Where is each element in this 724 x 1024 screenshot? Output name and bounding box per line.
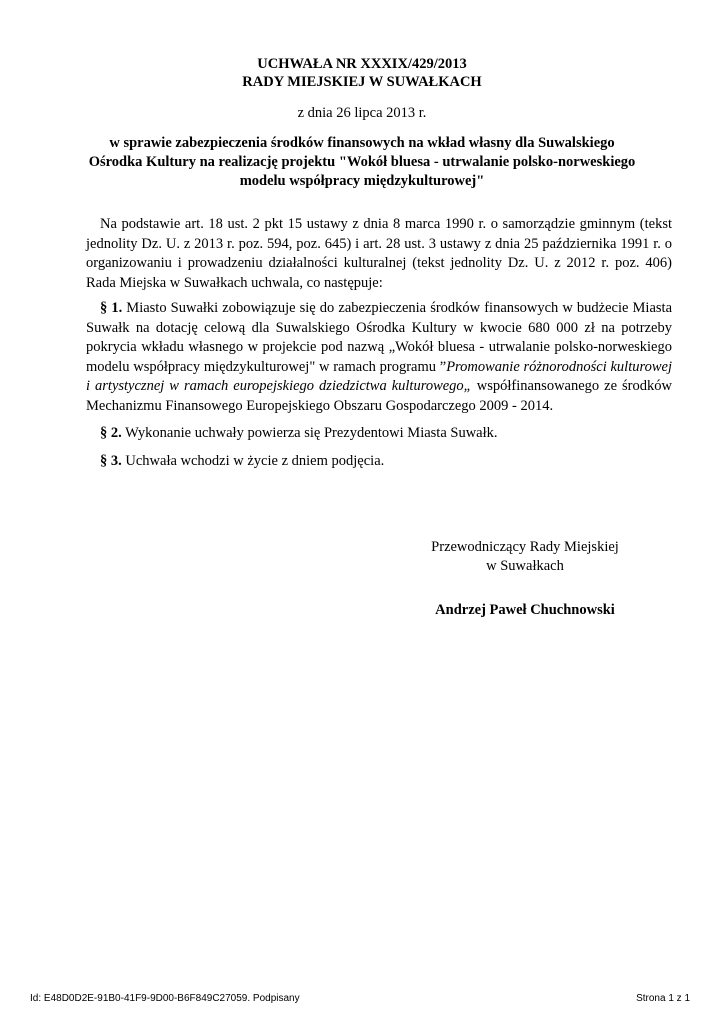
section-3-label: § 3. [100,452,122,469]
section-1-text-a: Miasto Suwałki zobowiązuje się do zabezpieczenia środków finansowych w budżecie Miasta Suwałk na dotację celową dla Suwalskiego Ośrodka Kultury w kwocie 680 000 zł na potrzeby pokrycia wkładu własnego w projekcie pod nazwą „Wokół bluesa - utrwalanie polsko-norweskiego modelu współpracy międzykulturowej" w ramach programu ” [86,300,673,375]
resolution-number: UCHWAŁA NR XXXIX/429/2013 [257,56,467,72]
section-3 [86,452,672,472]
signatory-name: Andrzej Paweł Chuchnowski [435,602,615,618]
signatory-title-location: w Suwałkach [486,558,564,574]
preamble: Na podstawie art. 18 ust. 2 pkt 15 ustawy z dnia 8 marca 1990 r. o samorządzie gminnym (tekst jednolity Dz. U. z 2013 r. poz. 594, poz. 645) i art. 28 ust. 3 ustawy z dnia 25 października 1991 r. o organizowaniu i prowadzeniu działalności kulturalnej (tekst jednolity Dz. U. z 2012 r. poz. 406) Rada Miejska w Suwałkach uchwala, co następuje: [86,216,672,291]
section-2-label: § 2. [100,425,122,441]
section-1-label: § 1. [100,300,123,316]
council-name: RADY MIEJSKIEJ W SUWAŁKACH [242,74,482,90]
section-2 [86,424,672,444]
section-3-text: Uchwała wchodzi w życie z dniem podjęcia. [121,452,385,469]
section-1-text-b: współfinansowanego ze środków Mechanizmu Finansowego Europejskiego Obszaru Gospodarczego 2009 - 2014. [86,378,672,414]
signatory-title: Przewodniczący Rady Miejskiej [431,539,619,555]
resolution-date: z dnia 26 lipca 2013 r. [297,105,427,121]
section-1-program-name: Promowanie różnorodności kulturowej i artystycznej w ramach europejskiego dziedzictwa kulturowego„ [86,358,672,394]
resolution-subject: w sprawie zabezpieczenia środków finansowych na wkład własny dla Suwalskiego Ośrodka Kultury na realizację projektu "Wokół bluesa - utrwalanie polsko-norweskiego modelu współpracy międzykulturowej" [88,135,636,189]
signature-block [410,538,640,620]
section-1 [86,299,672,416]
resolution-body [86,215,672,471]
document-id-footer: Id: E48D0D2E-91B0-41F9-9D00-B6F849C27059. Podpisany [30,993,300,1004]
resolution-header [86,55,638,91]
page-number-footer: Strona 1 z 1 [636,993,690,1004]
section-2-text: Wykonanie uchwały powierza się Prezydentowi Miasta Suwałk. [121,425,498,441]
